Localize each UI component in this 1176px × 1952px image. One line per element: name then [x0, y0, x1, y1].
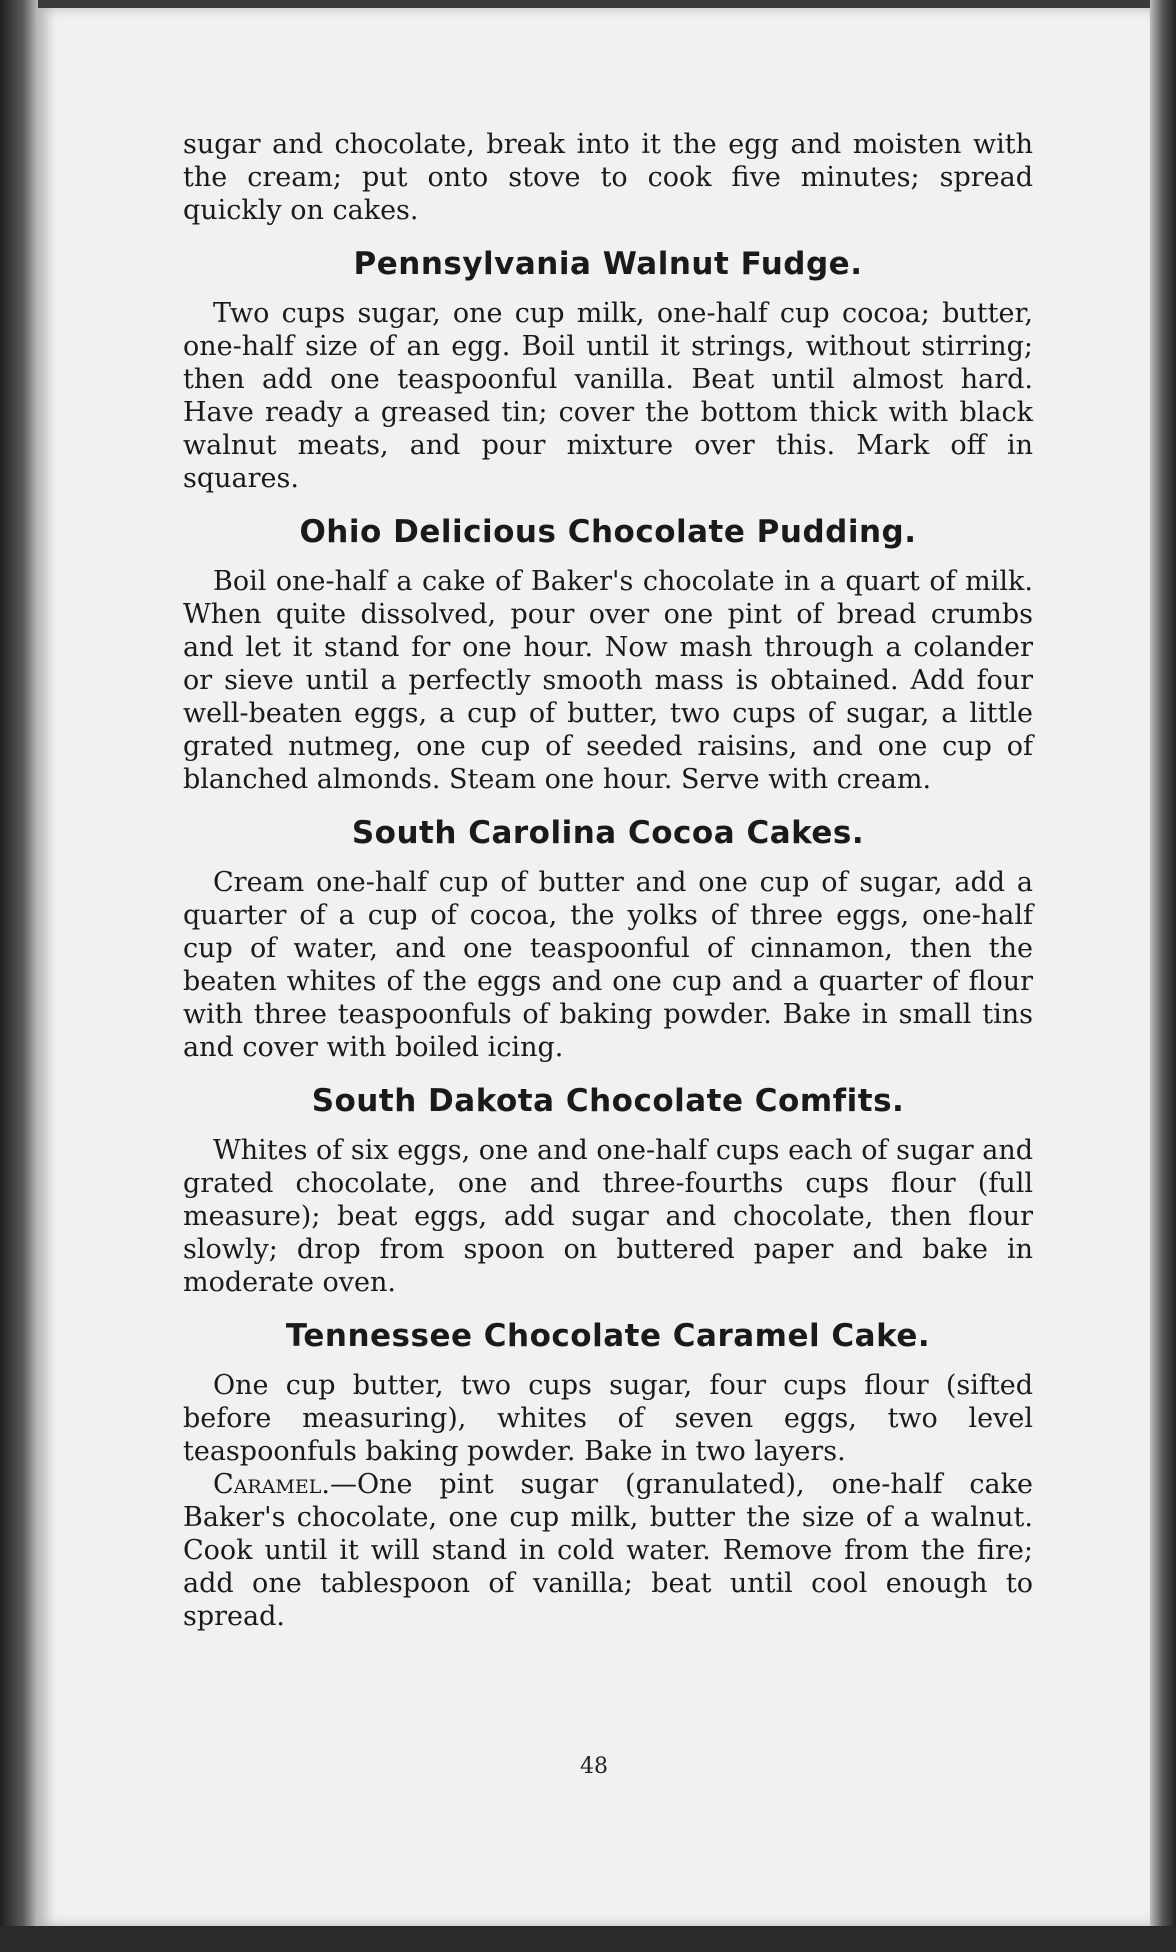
caramel-text: —One pint sugar (granulated), one-half cake Baker's chocolate, one cup milk, butter the size of a walnut. Cook until it will stand in cold water. Remove from the fire; add one tablespoon of vanilla; beat until cool enough to spread.: [183, 1469, 1033, 1632]
page-number: 48: [580, 1754, 608, 1779]
caramel-paragraph: [183, 1468, 1033, 1633]
recipe-text-tennessee: One cup butter, two cups sugar, four cups flour (sifted before measuring), whites of seven eggs, two level teaspoonfuls baking powder. Bake in two layers.: [183, 1370, 1033, 1467]
recipe-title-south-dakota: South Dakota Chocolate Comfits.: [311, 1083, 905, 1119]
recipe-title-ohio: Ohio Delicious Chocolate Pudding.: [299, 514, 917, 550]
book-right-edge: [1150, 0, 1176, 1952]
book-bottom-edge: [0, 1926, 1176, 1952]
recipe-text-ohio: Boil one-half a cake of Baker's chocolate in a quart of milk. When quite dissolved, pour over one pint of bread crumbs and let it stand for one hour. Now mash through a colander or sieve until a perfectly smooth mass is obtained. Add four well-beaten eggs, a cup of butter, two cups of sugar, a little grated nutmeg, one cup of seeded raisins, and one cup of blanched almonds. Steam one hour. Serve with cream.: [183, 566, 1033, 795]
recipe-text-south-carolina: Cream one-half cup of butter and one cup of sugar, add a quarter of a cup of cocoa, the yolks of three eggs, one-half cup of water, and one teaspoonful of cinnamon, then the beaten whites of the eggs and one cup and a quarter of flour with three teaspoonfuls of baking powder. Bake in small tins and cover with boiled icing.: [183, 867, 1033, 1063]
page-content: [183, 128, 1033, 1633]
caramel-label: Caramel.: [213, 1469, 330, 1500]
recipe-title-pennsylvania: Pennsylvania Walnut Fudge.: [353, 246, 863, 282]
recipe-title-tennessee: Tennessee Chocolate Caramel Cake.: [285, 1318, 931, 1354]
recipe-text-pennsylvania: Two cups sugar, one cup milk, one-half cup cocoa; butter, one-half size of an egg. Boil until it strings, without stirring; then add one teaspoonful vanilla. Beat until almost hard. Have ready a greased tin; cover the bottom thick with black walnut meats, and pour mixture over this. Mark off in squares.: [183, 298, 1033, 494]
intro-paragraph: sugar and chocolate, break into it the egg and moisten with the cream; put onto stove to cook five minutes; spread quickly on cakes.: [183, 129, 1033, 226]
book-page: [38, 8, 1150, 1926]
recipe-text-south-dakota: Whites of six eggs, one and one-half cups each of sugar and grated chocolate, one and three-fourths cups flour (full measure); beat eggs, add sugar and chocolate, then flour slowly; drop from spoon on buttered paper and bake in moderate oven.: [183, 1135, 1033, 1298]
recipe-title-south-carolina: South Carolina Cocoa Cakes.: [351, 815, 865, 851]
book-spine-shadow: [0, 0, 38, 1952]
